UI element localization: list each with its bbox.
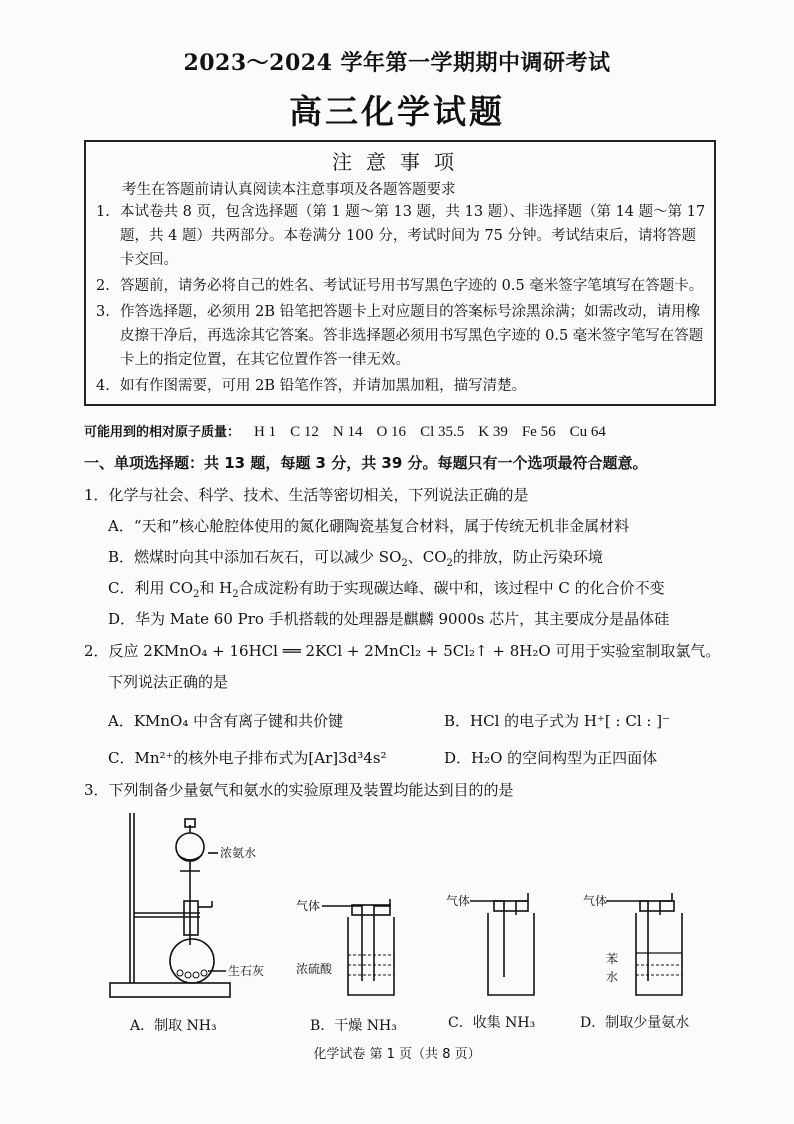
q1-option-b: B．燃煤时向其中添加石灰石，可以减少 $SO_2$、$CO_2$的排放，防止污染环境 (108, 548, 603, 569)
label-conc-h2so4: 浓硫酸 (296, 962, 333, 976)
section-heading: 一、单项选择题：共 13 题，每题 3 分，共 39 分。每题只有一个选项最符合题意。 (84, 454, 648, 472)
atomic-masses: 可能用到的相对原子质量： H 1 C 12 N 14 O 16 Cl 35.5 K 39 Fe 56 Cu 64 (84, 424, 606, 440)
notice-item: 4. 如有作图需要，可用 2B 铅笔作答，并请加黑加粗，描写清楚。 (96, 378, 527, 394)
q3-caption-b: B．干燥 NH₃ (310, 1018, 397, 1034)
exam-title: 2023～2024 学年第一学期期中调研考试 (183, 50, 611, 76)
apparatus-a (110, 813, 264, 997)
q2-option-c: C．Mn²⁺的核外电子排布式为[Ar]3d³4s² (108, 749, 387, 767)
q3-caption-c: C．收集 NH₃ (448, 1015, 536, 1031)
label-gas-d: 气体 (583, 894, 608, 908)
notice-list (92, 200, 708, 400)
label-quicklime: 生石灰 (228, 964, 265, 978)
notice-box (84, 140, 716, 406)
q2-stem-2: 下列说法正确的是 (108, 673, 229, 691)
q2-stem: 2．反应 2KMnO₄ + 16HCl ══ 2KCl + 2MnCl₂ + 5Cl₂↑ + 8H₂O 可用于实验室制取氯气。 (84, 642, 721, 660)
page-footer: 化学试卷 第 1 页（共 8 页） (313, 1047, 481, 1062)
notice-item: 3. 作答选择题，必须用 2B 铅笔把答题卡上对应题目的答案标号涂黑涂满；如需改动，请用橡皮擦干净后，再选涂其它答案。答非选择题必须用书写黑色字迹的 0.5 毫米签字笔写在答题卡上的指定位置，在其它位置作答一律无效。 (96, 304, 704, 368)
q3-stem: 3．下列制备少量氨气和氨水的实验原理及装置均能达到目的的是 (84, 781, 514, 799)
q2-option-d: D．H₂O 的空间构型为正四面体 (444, 749, 658, 767)
label-gas-c: 气体 (446, 894, 471, 908)
q1-stem: 1．化学与社会、科学、技术、生活等密切相关，下列说法正确的是 (84, 486, 529, 504)
label-conc-ammonia: 浓氨水 (220, 846, 257, 860)
label-benzene: 苯 (606, 952, 619, 966)
q3-apparatus-figure (0, 805, 794, 1015)
notice-item: 2. 答题前，请务必将自己的姓名、考试证号用书写黑色字迹的 0.5 毫米签字笔填写在答题卡。 (96, 278, 704, 294)
notice-intro: 考生在答题前请认真阅读本注意事项及各题答题要求 (122, 182, 456, 198)
q1-option-c: C．利用 $CO_2$和 $H_2$合成淀粉有助于实现碳达峰、碳中和，该过程中 C 的化合价不变 (108, 579, 665, 600)
apparatus-c (446, 893, 534, 995)
q2-option-a: A．KMnO₄ 中含有离子键和共价键 (108, 712, 344, 730)
apparatus-b (296, 898, 394, 995)
apparatus-d (583, 893, 682, 995)
q1-option-a: A．“天和”核心舱腔体使用的氮化硼陶瓷基复合材料，属于传统无机非金属材料 (108, 517, 630, 535)
label-gas-b: 气体 (296, 899, 321, 913)
q3-caption-a: A．制取 NH₃ (130, 1018, 217, 1034)
q1-option-d: D．华为 Mate 60 Pro 手机搭载的处理器是麒麟 9000s 芯片，其主要成分是晶体硅 (108, 610, 670, 628)
q2-option-b: B．HCl 的电子式为 H⁺[ : Cl : ]⁻ (444, 712, 670, 730)
subject-title: 高三化学试题 (289, 92, 505, 131)
notice-item: 1. 本试卷共 8 页，包含选择题（第 1 题～第 13 题，共 13 题）、非选择题（第 14 题～第 17 题，共 4 题）共两部分。本卷满分 100 分，考试时间为 75 分钟。考试结束后，请将答题卡交回。 (96, 204, 706, 268)
notice-title: 注意事项 (332, 150, 468, 174)
label-water: 水 (606, 970, 619, 984)
q3-caption-d: D．制取少量氨水 (580, 1015, 690, 1031)
